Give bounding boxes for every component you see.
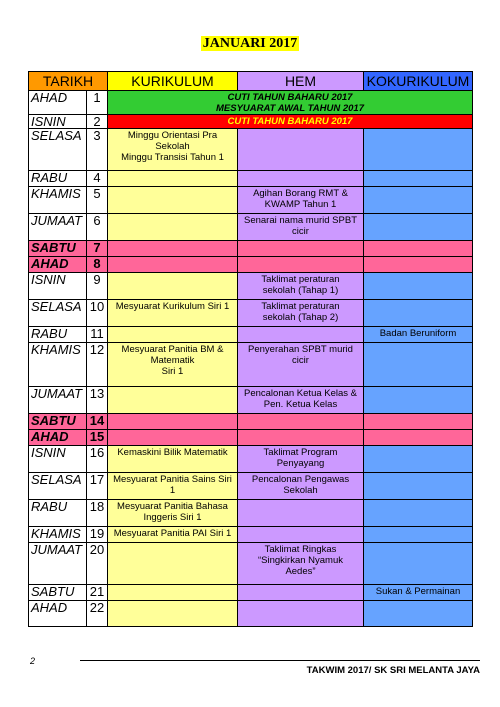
kokurikulum-cell: [364, 273, 473, 300]
kurikulum-cell: [108, 446, 238, 473]
date-cell: [87, 500, 108, 527]
holiday-cell-text: CUTI TAHUN BAHARU 2017 MESYUARAT AWAL TAHUN 2017: [216, 92, 364, 114]
day-cell-text: RABU: [31, 499, 68, 514]
kurikulum-cell: [108, 527, 238, 543]
hem-cell-text: [238, 129, 363, 130]
date-cell-text: 5: [93, 186, 101, 201]
hem-cell-text: Taklimat Program Penyayang: [263, 447, 338, 469]
day-cell-text: AHAD: [31, 429, 69, 444]
date-cell-text: 16: [89, 445, 105, 460]
kurikulum-cell-text: Mesyuarat Panitia BM & Matematik Siri 1: [121, 344, 224, 377]
day-cell: [29, 187, 87, 214]
date-cell: [87, 527, 108, 543]
holiday-cell-text: CUTI TAHUN BAHARU 2017: [227, 116, 353, 127]
weekend-cell: [238, 430, 364, 446]
page-title: JANUARI 2017: [202, 36, 298, 51]
kokurikulum-cell: [364, 214, 473, 241]
hem-cell-text: [238, 500, 363, 501]
date-cell: [87, 601, 108, 627]
kokurikulum-cell-text: Sukan & Permainan: [375, 586, 461, 597]
kurikulum-cell-text: [108, 214, 237, 215]
weekend-cell: [364, 414, 473, 430]
weekend-cell: [238, 257, 364, 273]
day-cell-text: SELASA: [31, 472, 82, 487]
weekend-cell: [108, 257, 238, 273]
hem-cell-text: [238, 327, 363, 328]
table-row: [29, 585, 473, 601]
day-cell: [29, 527, 87, 543]
date-cell: [87, 115, 108, 129]
date-cell-text: 15: [89, 429, 105, 444]
kokurikulum-cell: [364, 446, 473, 473]
hem-cell: [238, 273, 364, 300]
table-row: [29, 500, 473, 527]
day-cell-text: SELASA: [31, 299, 82, 314]
kurikulum-cell-text: [108, 387, 237, 388]
calendar-table: [28, 71, 472, 627]
hem-cell-text: [238, 585, 363, 586]
kokurikulum-cell: [364, 327, 473, 343]
date-cell-text: 7: [93, 240, 101, 255]
kurikulum-cell: [108, 273, 238, 300]
day-cell-text: JUMAAT: [31, 542, 83, 557]
kokurikulum-cell-text: [364, 129, 472, 130]
date-cell: [87, 387, 108, 414]
day-cell-text: AHAD: [31, 90, 68, 105]
date-cell: [87, 414, 108, 430]
day-cell: [29, 171, 87, 187]
date-cell: [87, 327, 108, 343]
day-cell: [29, 273, 87, 300]
date-cell: [87, 473, 108, 500]
table-row: [29, 129, 473, 171]
day-cell-text: ISNIN: [31, 114, 66, 129]
hem-cell: [238, 500, 364, 527]
kokurikulum-cell: [364, 171, 473, 187]
hem-cell: [238, 214, 364, 241]
kurikulum-cell-text: [108, 601, 237, 602]
table-row: [29, 115, 473, 129]
day-cell: [29, 446, 87, 473]
hem-cell: [238, 171, 364, 187]
date-cell: [87, 129, 108, 171]
date-cell-text: 9: [93, 272, 101, 287]
date-cell: [87, 430, 108, 446]
table-row: [29, 91, 473, 115]
kurikulum-cell: [108, 187, 238, 214]
day-cell: [29, 601, 87, 627]
kokurikulum-cell-text: [364, 446, 472, 447]
table-row: [29, 241, 473, 257]
day-cell-text: JUMAAT: [31, 386, 83, 401]
kurikulum-cell-text: [108, 327, 237, 328]
hem-cell-text: Agihan Borang RMT & KWAMP Tahun 1: [253, 188, 348, 210]
date-cell: [87, 446, 108, 473]
hem-cell-text: Taklimat peraturan sekolah (Tahap 2): [261, 301, 340, 323]
hem-cell-text: [238, 601, 363, 602]
kokurikulum-cell-text: [364, 214, 472, 215]
day-cell-text: AHAD: [31, 256, 69, 271]
kokurikulum-cell-text: [364, 543, 472, 544]
weekend-cell: [364, 257, 473, 273]
page-number: 2: [30, 656, 36, 666]
kokurikulum-cell-text: Badan Beruniform: [379, 328, 457, 339]
day-cell: [29, 414, 87, 430]
date-cell: [87, 171, 108, 187]
date-cell: [87, 585, 108, 601]
day-cell: [29, 327, 87, 343]
table-row: [29, 300, 473, 327]
kurikulum-cell-text: Mesyuarat Panitia Sains Siri 1: [113, 474, 232, 496]
kokurikulum-cell-text: [364, 500, 472, 501]
date-cell: [87, 273, 108, 300]
hem-cell: [238, 300, 364, 327]
kokurikulum-cell-text: [364, 473, 472, 474]
table-row: [29, 473, 473, 500]
day-cell-text: SABTU: [31, 240, 76, 255]
kokurikulum-cell: [364, 543, 473, 585]
date-cell-text: 17: [89, 472, 105, 487]
hem-cell-text: Pencalonan Pengawas Sekolah: [251, 474, 350, 496]
kokurikulum-cell: [364, 129, 473, 171]
day-cell-text: RABU: [31, 326, 68, 341]
kokurikulum-cell-text: [364, 300, 472, 301]
table-row: [29, 214, 473, 241]
date-cell: [87, 241, 108, 257]
date-cell-text: 14: [89, 413, 105, 428]
day-cell-text: KHAMIS: [31, 526, 81, 541]
day-cell-text: ISNIN: [31, 272, 66, 287]
date-cell-text: 1: [93, 90, 101, 105]
holiday-cell: [108, 115, 473, 129]
day-cell-text: JUMAAT: [31, 213, 83, 228]
hem-cell-text: Taklimat Ringkas “Singkirkan Nyamuk Aedes”: [258, 544, 343, 577]
date-cell-text: 21: [89, 584, 105, 599]
date-cell-text: 19: [89, 526, 105, 541]
day-cell: [29, 129, 87, 171]
hem-cell-text: Senarai nama murid SPBT cicir: [244, 215, 357, 237]
date-cell-text: 18: [89, 499, 105, 514]
header-tarikh: TARIKH: [29, 72, 108, 91]
kurikulum-cell-text: [108, 187, 237, 188]
date-cell-text: 2: [93, 114, 101, 129]
table-row: [29, 527, 473, 543]
kokurikulum-cell: [364, 387, 473, 414]
hem-cell: [238, 343, 364, 387]
kokurikulum-cell: [364, 473, 473, 500]
kurikulum-cell: [108, 214, 238, 241]
kurikulum-cell: [108, 601, 238, 627]
date-cell-text: 22: [89, 600, 105, 615]
day-cell: [29, 473, 87, 500]
day-cell: [29, 343, 87, 387]
kokurikulum-cell-text: [364, 273, 472, 274]
date-cell: [87, 343, 108, 387]
hem-cell: [238, 585, 364, 601]
day-cell: [29, 241, 87, 257]
hem-cell: [238, 527, 364, 543]
kokurikulum-cell: [364, 343, 473, 387]
date-cell: [87, 257, 108, 273]
day-cell: [29, 257, 87, 273]
kurikulum-cell: [108, 171, 238, 187]
weekend-cell: [238, 414, 364, 430]
table-row: [29, 187, 473, 214]
kurikulum-cell-text: Mesyuarat Kurikulum Siri 1: [115, 301, 230, 312]
header-kurikulum: KURIKULUM: [108, 72, 238, 91]
day-cell: [29, 214, 87, 241]
day-cell-text: AHAD: [31, 600, 68, 615]
hem-cell: [238, 446, 364, 473]
hem-cell-text: Pencalonan Ketua Kelas & Pen. Ketua Kelas: [243, 388, 358, 410]
hem-cell: [238, 387, 364, 414]
table-row: [29, 543, 473, 585]
kokurikulum-cell-text: [364, 527, 472, 528]
kokurikulum-cell-text: [364, 187, 472, 188]
hem-cell-text: Taklimat peraturan sekolah (Tahap 1): [261, 274, 340, 296]
kurikulum-cell-text: Mesyuarat Panitia PAI Siri 1: [113, 528, 232, 539]
header-kokurikulum: KOKURIKULUM: [364, 72, 473, 91]
date-cell: [87, 214, 108, 241]
kurikulum-cell-text: [108, 273, 237, 274]
kurikulum-cell: [108, 473, 238, 500]
holiday-cell: [108, 91, 473, 115]
day-cell: [29, 585, 87, 601]
weekend-cell: [108, 241, 238, 257]
hem-cell: [238, 601, 364, 627]
hem-cell: [238, 129, 364, 171]
hem-cell-text: [238, 527, 363, 528]
date-cell-text: 20: [89, 542, 105, 557]
kurikulum-cell: [108, 387, 238, 414]
kokurikulum-cell: [364, 601, 473, 627]
kurikulum-cell-text: Minggu Orientasi Pra Sekolah Minggu Transisi Tahun 1: [121, 130, 224, 163]
day-cell-text: RABU: [31, 170, 68, 185]
weekend-cell: [238, 241, 364, 257]
header-hem: HEM: [238, 72, 364, 91]
kurikulum-cell-text: [108, 585, 237, 586]
kurikulum-cell: [108, 543, 238, 585]
kokurikulum-cell: [364, 585, 473, 601]
day-cell: [29, 91, 87, 115]
date-cell-text: 12: [89, 342, 105, 357]
hem-cell: [238, 327, 364, 343]
weekend-cell: [108, 414, 238, 430]
kurikulum-cell: [108, 129, 238, 171]
kurikulum-cell-text: Mesyuarat Panitia Bahasa Inggeris Siri 1: [117, 501, 228, 523]
date-cell: [87, 543, 108, 585]
day-cell-text: SELASA: [31, 128, 82, 143]
day-cell: [29, 430, 87, 446]
hem-cell: [238, 187, 364, 214]
weekend-cell: [364, 430, 473, 446]
day-cell-text: KHAMIS: [31, 186, 81, 201]
kokurikulum-cell: [364, 187, 473, 214]
day-cell-text: SABTU: [31, 584, 75, 599]
kokurikulum-cell: [364, 500, 473, 527]
date-cell: [87, 187, 108, 214]
kokurikulum-cell: [364, 527, 473, 543]
date-cell-text: 13: [89, 386, 105, 401]
kurikulum-cell-text: [108, 171, 237, 172]
table-row: [29, 446, 473, 473]
kurikulum-cell: [108, 500, 238, 527]
kurikulum-cell: [108, 327, 238, 343]
hem-cell-text: Penyerahan SPBT murid cicir: [248, 344, 353, 366]
table-row: [29, 273, 473, 300]
weekend-cell: [364, 241, 473, 257]
day-cell: [29, 115, 87, 129]
date-cell: [87, 300, 108, 327]
day-cell: [29, 543, 87, 585]
date-cell-text: 3: [93, 128, 101, 143]
day-cell: [29, 387, 87, 414]
kurikulum-cell-text: Kemaskini Bilik Matematik: [117, 447, 228, 458]
kokurikulum-cell-text: [364, 601, 472, 602]
table-row: [29, 430, 473, 446]
table-row: [29, 343, 473, 387]
table-row: [29, 257, 473, 273]
table-row: [29, 414, 473, 430]
kurikulum-cell-text: [108, 543, 237, 544]
kokurikulum-cell: [364, 300, 473, 327]
day-cell-text: SABTU: [31, 413, 76, 428]
hem-cell: [238, 543, 364, 585]
kurikulum-cell: [108, 343, 238, 387]
table-row: [29, 387, 473, 414]
kokurikulum-cell-text: [364, 171, 472, 172]
table-row: [29, 171, 473, 187]
footer-text: TAKWIM 2017/ SK SRI MELANTA JAYA: [306, 665, 480, 676]
date-cell-text: 4: [93, 170, 101, 185]
hem-cell: [238, 473, 364, 500]
hem-cell-text: [238, 171, 363, 172]
date-cell-text: 11: [90, 326, 104, 341]
date-cell: [87, 91, 108, 115]
footer-divider: [80, 660, 480, 661]
date-cell-text: 6: [93, 213, 101, 228]
table-row: [29, 327, 473, 343]
day-cell: [29, 500, 87, 527]
weekend-cell: [108, 430, 238, 446]
day-cell: [29, 300, 87, 327]
day-cell-text: ISNIN: [31, 445, 66, 460]
kokurikulum-cell-text: [364, 343, 472, 344]
date-cell-text: 10: [89, 299, 105, 314]
date-cell-text: 8: [93, 256, 101, 271]
kokurikulum-cell-text: [364, 387, 472, 388]
table-row: [29, 601, 473, 627]
day-cell-text: KHAMIS: [31, 342, 81, 357]
kurikulum-cell: [108, 300, 238, 327]
kurikulum-cell: [108, 585, 238, 601]
